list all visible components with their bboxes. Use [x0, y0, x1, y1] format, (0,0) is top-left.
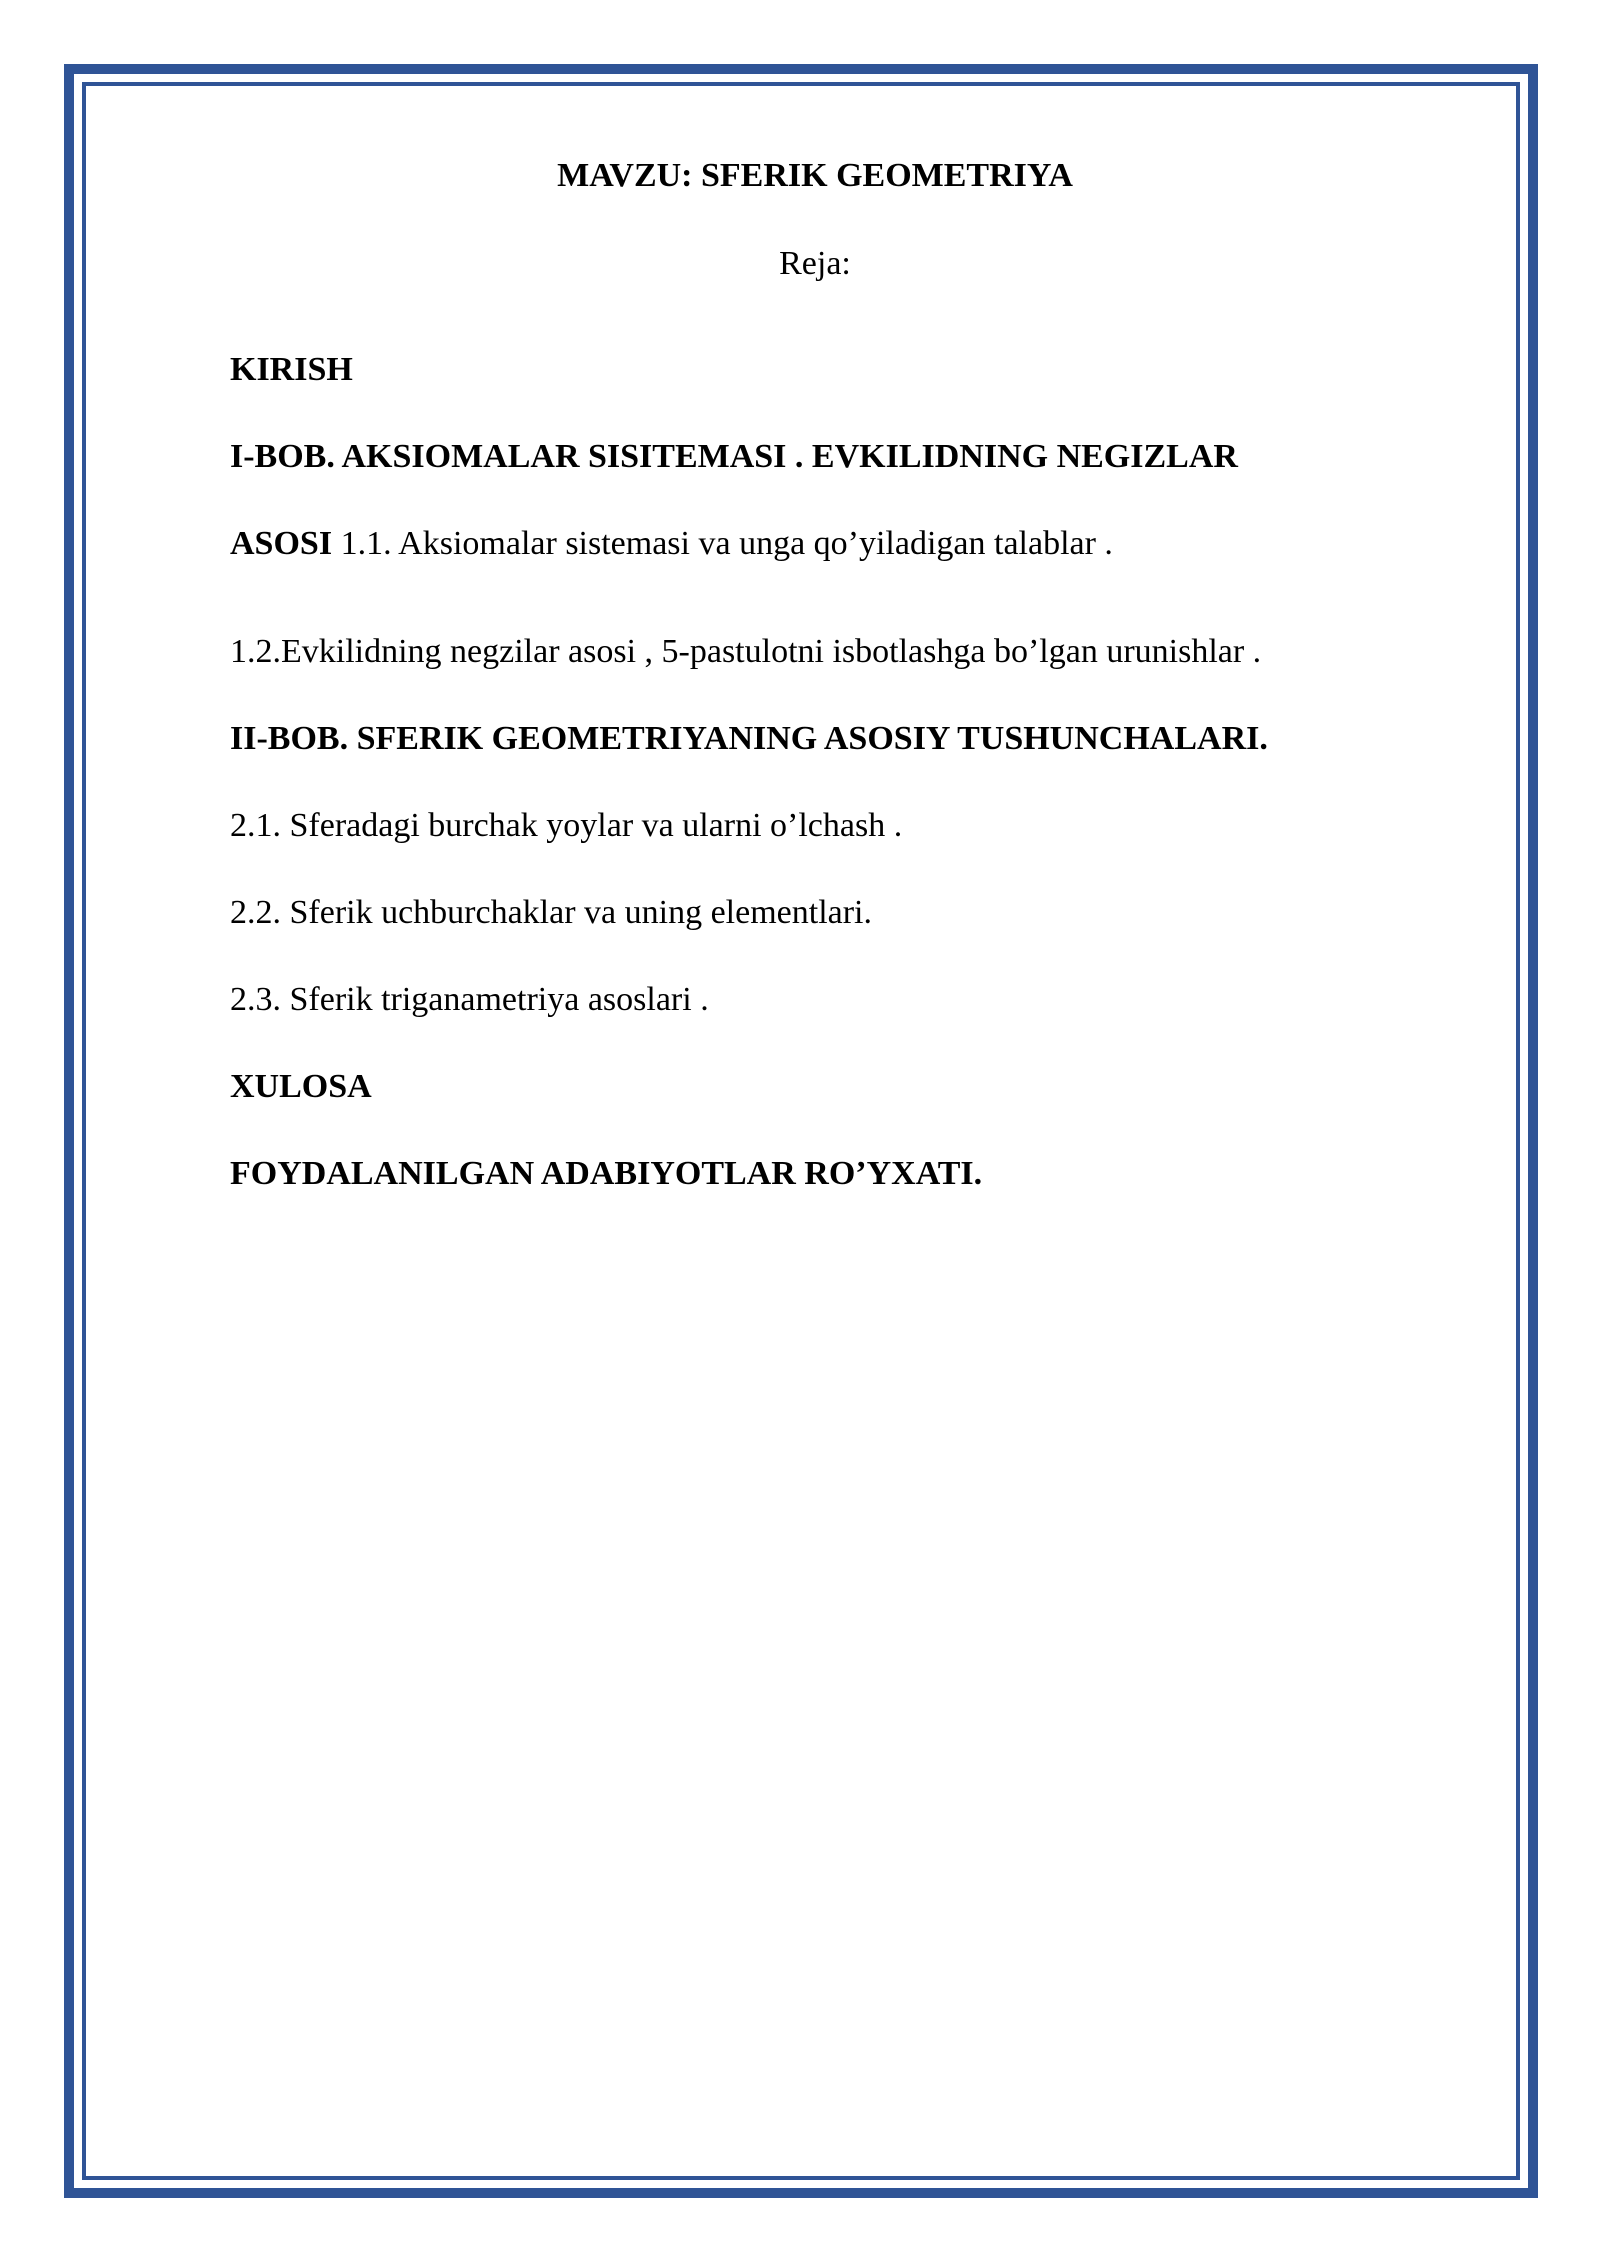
- toc-section-2-2: 2.2. Sferik uchburchaklar va uning elementlari.: [230, 894, 872, 931]
- document-title: MAVZU: SFERIK GEOMETRIYA: [557, 157, 1073, 194]
- toc-section-1-1: 1.1. Aksiomalar sistemasi va unga qo’yiladigan talablar .: [332, 525, 1113, 562]
- toc-intro: KIRISH: [230, 351, 353, 388]
- document-subtitle: Reja:: [779, 245, 851, 282]
- toc-chapter1-line1: I-BOB. AKSIOMALAR SISITEMASI . EVKILIDNING NEGIZLAR: [230, 438, 1238, 475]
- toc-references: FOYDALANILGAN ADABIYOTLAR RO’YXATI.: [230, 1155, 983, 1192]
- toc-conclusion: XULOSA: [230, 1068, 372, 1105]
- page-border-inner: [82, 82, 1520, 2180]
- toc-section-2-1: 2.1. Sferadagi burchak yoylar va ularni o’lchash .: [230, 807, 903, 844]
- toc-chapter1-line2: [230, 520, 1113, 568]
- toc-chapter2: II-BOB. SFERIK GEOMETRIYANING ASOSIY TUSHUNCHALARI.: [230, 720, 1268, 757]
- toc-section-1-2: 1.2.Evkilidning negzilar asosi , 5-pastulotni isbotlashga bo’lgan urunishlar .: [230, 633, 1262, 670]
- toc-section-2-3: 2.3. Sferik triganametriya asoslari .: [230, 981, 709, 1018]
- toc-chapter1-asosi: ASOSI: [230, 525, 333, 562]
